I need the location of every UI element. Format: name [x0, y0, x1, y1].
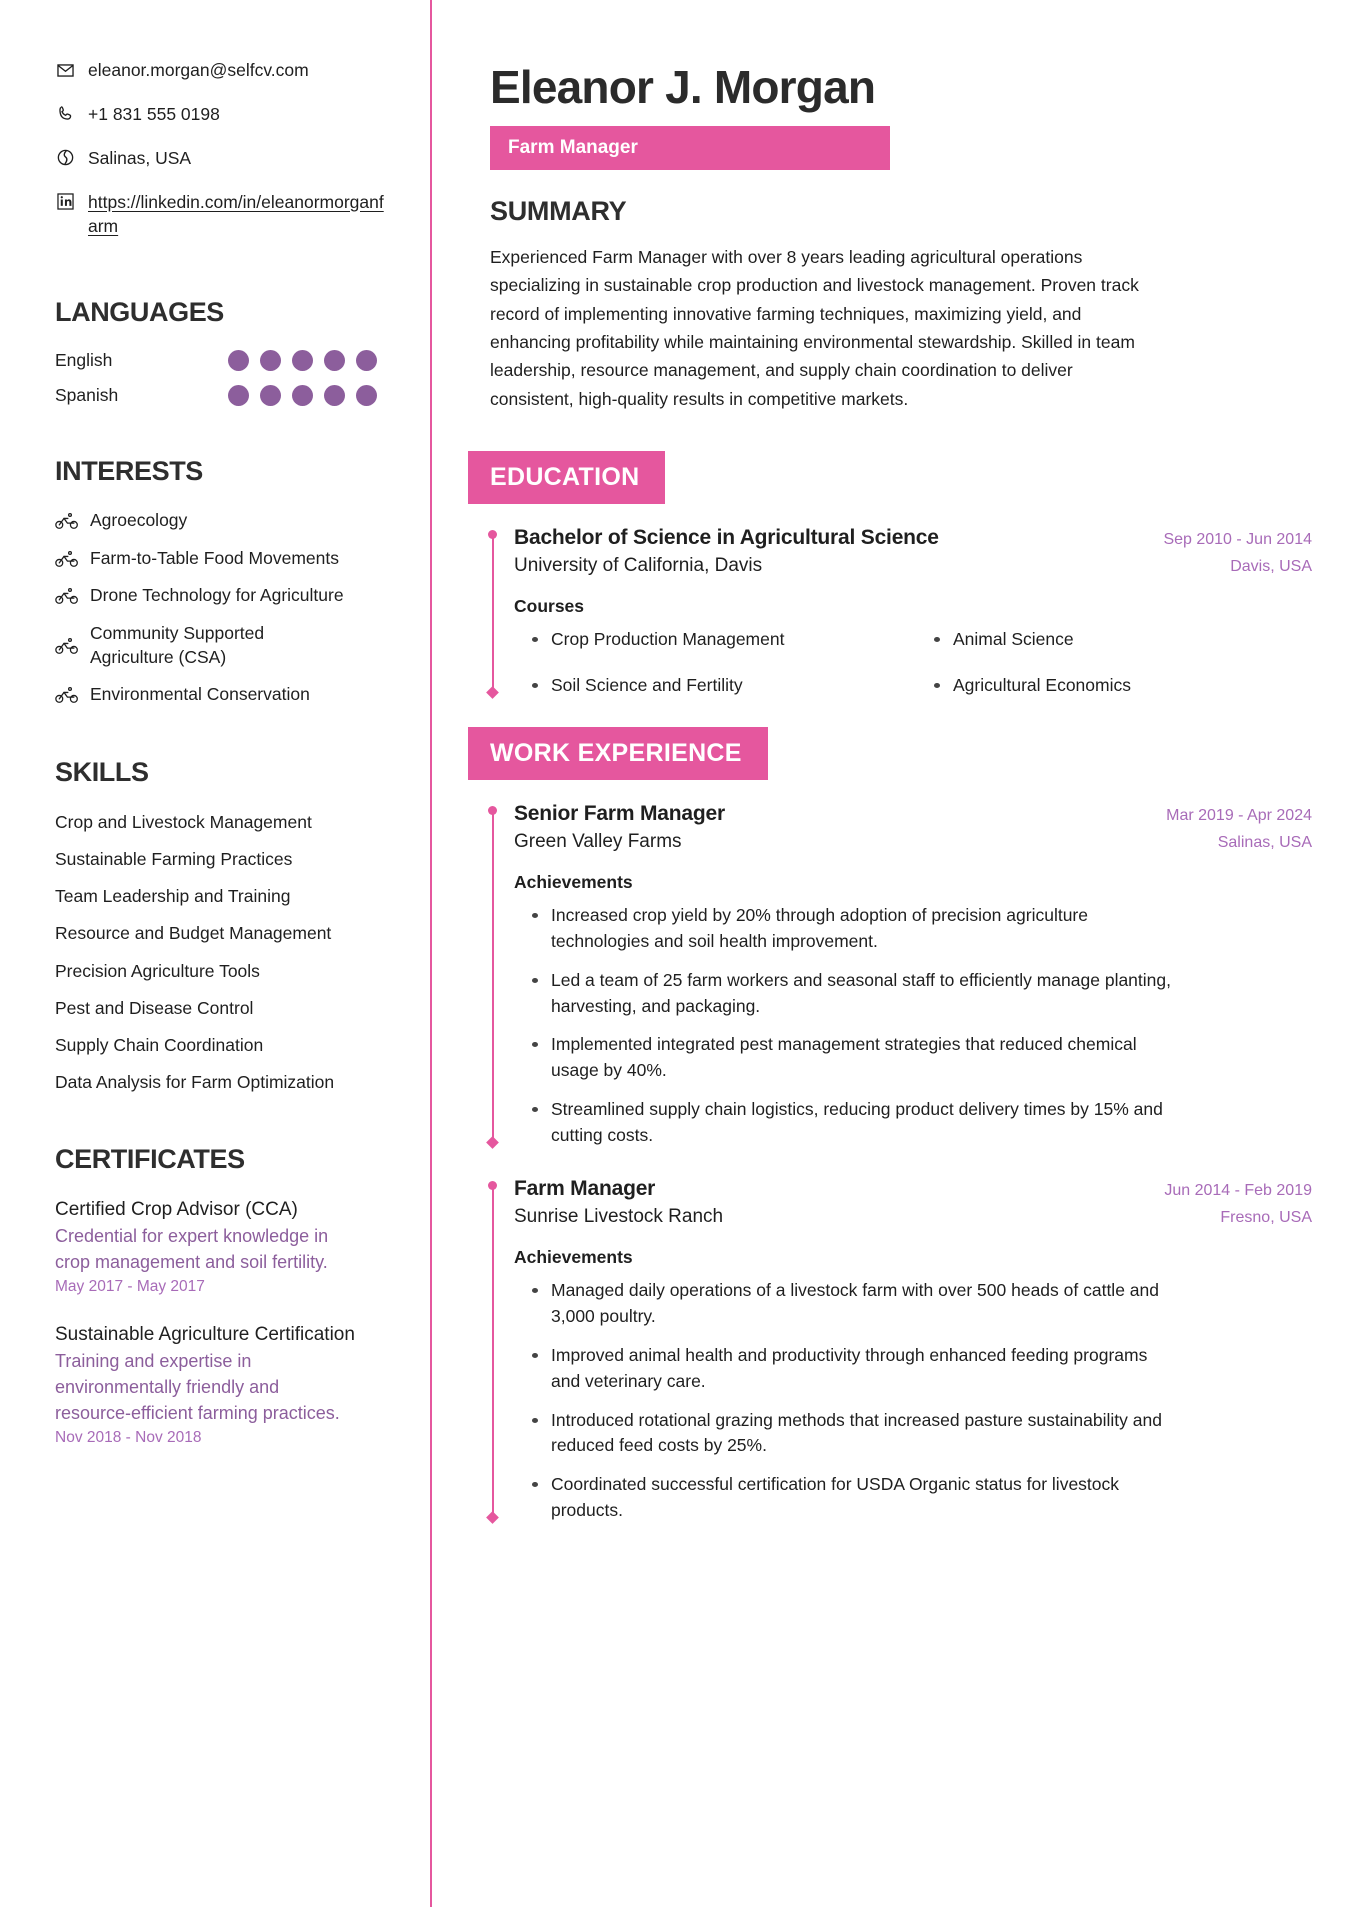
- bullet-icon: [934, 683, 940, 688]
- course-item: [934, 627, 1312, 653]
- work-date: Mar 2019 - Apr 2024: [1166, 806, 1312, 824]
- achievement-text: Streamlined supply chain logistics, reducing product delivery times by 15% and cutting costs.: [551, 1099, 1163, 1146]
- achievement-item: [532, 1343, 1172, 1395]
- language-level-dot: [292, 350, 313, 371]
- work-entry-subheader: [514, 1206, 1312, 1228]
- language-row: [55, 350, 390, 371]
- page-title: Eleanor J. Morgan: [490, 61, 876, 113]
- achievement-item: [532, 1408, 1172, 1460]
- certificate-description: Credential for expert knowledge in crop management and soil fertility.: [55, 1226, 329, 1272]
- summary-section: [490, 196, 1312, 413]
- language-level-dot: [356, 385, 377, 406]
- certificates-heading: CERTIFICATES: [55, 1144, 245, 1175]
- course-label: Agricultural Economics: [953, 674, 1131, 695]
- role-badge: Farm Manager: [490, 126, 890, 170]
- achievement-text: Introduced rotational grazing methods that increased pasture sustainability and reduced feed costs by 25%.: [551, 1409, 1162, 1456]
- work-entry-subheader: [514, 831, 1312, 853]
- achievement-text: Implemented integrated pest management strategies that reduced chemical usage by 40%.: [551, 1034, 1137, 1081]
- contact-row[interactable]: [55, 190, 390, 240]
- course-item: [934, 673, 1312, 699]
- interest-label: Agroecology: [90, 510, 188, 531]
- contact-value[interactable]: https://linkedin.com/in/eleanormorganfarm: [88, 191, 384, 237]
- achievements-label: Achievements: [514, 1246, 633, 1267]
- timeline-end-diamond: [486, 1511, 499, 1524]
- degree-title: Bachelor of Science in Agricultural Science: [514, 526, 939, 550]
- language-row: [55, 385, 390, 406]
- courses-label: Courses: [514, 596, 585, 617]
- achievements-list: [514, 1278, 1312, 1524]
- languages-heading: LANGUAGES: [55, 297, 224, 328]
- certificate-item: [55, 1322, 355, 1447]
- achievement-text: Improved animal health and productivity through enhanced feeding programs and veterinary care.: [551, 1344, 1148, 1391]
- interests-heading: INTERESTS: [55, 456, 203, 487]
- work-entry-header: [514, 802, 1312, 826]
- languages-section: [55, 297, 390, 406]
- achievement-item: [532, 903, 1172, 955]
- course-item: [532, 673, 910, 699]
- bullet-icon: [532, 913, 538, 918]
- education-heading: EDUCATION: [468, 451, 665, 504]
- job-title: Farm Manager: [514, 1176, 656, 1200]
- main-content: [430, 0, 1350, 1907]
- work-entry: [490, 1177, 1312, 1524]
- course-label: Soil Science and Fertility: [551, 674, 743, 695]
- achievement-item: [532, 1278, 1172, 1330]
- timeline-end-diamond: [486, 1136, 499, 1149]
- bullet-icon: [532, 637, 538, 642]
- timeline-start-dot: [488, 806, 497, 815]
- skill-item: Resource and Budget Management: [55, 923, 332, 944]
- language-level-dots: [228, 350, 390, 371]
- linkedin-icon: [55, 192, 75, 212]
- language-level-dot: [356, 350, 377, 371]
- achievement-text: Managed daily operations of a livestock farm with over 500 heads of cattle and 3,000 poultry.: [551, 1279, 1159, 1326]
- achievement-text: Increased crop yield by 20% through adoption of precision agriculture technologies and soil health improvement.: [551, 904, 1088, 951]
- certificate-date: May 2017 - May 2017: [55, 1277, 205, 1295]
- work-experience-heading: WORK EXPERIENCE: [468, 727, 768, 780]
- skill-item: Supply Chain Coordination: [55, 1034, 264, 1055]
- contact-value: eleanor.morgan@selfcv.com: [88, 60, 309, 80]
- school-name: University of California, Davis: [514, 555, 763, 577]
- bullet-icon: [532, 1353, 538, 1358]
- bicycle-icon: [55, 586, 79, 606]
- bullet-icon: [532, 1418, 538, 1423]
- achievements-label: Achievements: [514, 871, 633, 892]
- bullet-icon: [532, 978, 538, 983]
- timeline-line: [492, 535, 494, 690]
- education-entry-header: [514, 526, 1312, 550]
- bicycle-icon: [55, 636, 79, 656]
- education-date: Sep 2010 - Jun 2014: [1163, 531, 1312, 549]
- certificates-section: [55, 1144, 390, 1446]
- language-name: Spanish: [55, 385, 119, 406]
- bullet-icon: [532, 1482, 538, 1487]
- language-level-dot: [260, 385, 281, 406]
- company-name: Green Valley Farms: [514, 830, 682, 852]
- language-level-dot: [228, 385, 249, 406]
- achievements-list: [514, 903, 1312, 1149]
- achievement-item: [532, 1097, 1172, 1149]
- interest-item: [55, 547, 390, 571]
- bicycle-icon: [55, 549, 79, 569]
- course-label: Crop Production Management: [551, 629, 785, 650]
- certificate-title: Sustainable Agriculture Certification: [55, 1323, 355, 1345]
- achievement-text: Led a team of 25 farm workers and seasonal staff to efficiently manage planting, harvesting, and packaging.: [551, 969, 1171, 1016]
- education-entry: [490, 526, 1312, 699]
- interest-label: Drone Technology for Agriculture: [90, 585, 344, 606]
- interest-label: Community Supported Agriculture (CSA): [90, 623, 265, 667]
- certificate-description: Training and expertise in environmentally friendly and resource-efficient farming practices.: [55, 1350, 340, 1423]
- timeline-end-diamond: [486, 686, 499, 699]
- work-entry: [490, 802, 1312, 1149]
- interests-section: [55, 456, 390, 707]
- certificate-item: [55, 1197, 355, 1296]
- mail-icon: [55, 60, 75, 80]
- achievement-item: [532, 1032, 1172, 1084]
- language-level-dots: [228, 385, 390, 406]
- education-section: [490, 451, 1312, 699]
- bullet-icon: [532, 1042, 538, 1047]
- interest-label: Environmental Conservation: [90, 684, 310, 705]
- work-experience-section: [490, 727, 1312, 1524]
- sidebar: [0, 0, 430, 1907]
- bicycle-icon: [55, 685, 79, 705]
- language-name: English: [55, 350, 113, 371]
- timeline-start-dot: [488, 1181, 497, 1190]
- work-location: Salinas, USA: [1217, 833, 1312, 851]
- bullet-icon: [532, 1107, 538, 1112]
- contact-value: Salinas, USA: [88, 147, 192, 168]
- bullet-icon: [532, 1288, 538, 1293]
- skill-item: Sustainable Farming Practices: [55, 849, 293, 870]
- contact-row: [55, 102, 390, 127]
- achievement-text: Coordinated successful certification for USDA Organic status for livestock products.: [551, 1474, 1120, 1521]
- courses-grid: [514, 627, 1312, 699]
- education-location: Davis, USA: [1230, 558, 1312, 576]
- timeline-start-dot: [488, 530, 497, 539]
- interest-item: [55, 683, 390, 707]
- globe-icon: [55, 148, 75, 168]
- certificate-date: Nov 2018 - Nov 2018: [55, 1428, 202, 1446]
- timeline-line: [492, 1186, 494, 1515]
- interest-item: [55, 584, 390, 608]
- work-entry-header: [514, 1177, 1312, 1201]
- interest-item: [55, 509, 390, 533]
- interest-item: [55, 622, 390, 669]
- skill-item: Data Analysis for Farm Optimization: [55, 1071, 335, 1092]
- phone-icon: [55, 104, 75, 124]
- contact-row: [55, 58, 390, 83]
- education-entry-subheader: [514, 555, 1312, 577]
- language-level-dot: [292, 385, 313, 406]
- skill-item: Crop and Livestock Management: [55, 811, 312, 832]
- course-item: [532, 627, 910, 653]
- language-level-dot: [324, 350, 345, 371]
- course-label: Animal Science: [953, 629, 1074, 650]
- skills-heading: SKILLS: [55, 756, 149, 787]
- contact-row: [55, 146, 390, 171]
- certificate-title: Certified Crop Advisor (CCA): [55, 1199, 298, 1221]
- summary-text: Experienced Farm Manager with over 8 years leading agricultural operations specializing in sustainable crop production and livestock management. Proven track record of implementing innovative farming techniques, maximizing yield, and enhancing profitability while maintaining environmental stewardship. Skilled in team leadership, resource management, and supply chain coordination to deliver consistent, high-quality results in competitive markets.: [490, 247, 1139, 409]
- interest-label: Farm-to-Table Food Movements: [90, 547, 339, 568]
- achievement-item: [532, 1472, 1172, 1524]
- language-level-dot: [324, 385, 345, 406]
- language-level-dot: [228, 350, 249, 371]
- language-level-dot: [260, 350, 281, 371]
- bicycle-icon: [55, 511, 79, 531]
- bullet-icon: [532, 683, 538, 688]
- skill-item: Precision Agriculture Tools: [55, 960, 260, 981]
- bullet-icon: [934, 637, 940, 642]
- contact-list: [55, 58, 390, 239]
- contact-value: +1 831 555 0198: [88, 103, 220, 124]
- timeline-line: [492, 811, 494, 1140]
- company-name: Sunrise Livestock Ranch: [514, 1205, 724, 1227]
- achievement-item: [532, 968, 1172, 1020]
- skills-section: [55, 757, 390, 1094]
- summary-heading: SUMMARY: [490, 196, 627, 226]
- work-date: Jun 2014 - Feb 2019: [1164, 1181, 1312, 1199]
- job-title: Senior Farm Manager: [514, 801, 725, 825]
- work-location: Fresno, USA: [1220, 1208, 1312, 1226]
- skill-item: Team Leadership and Training: [55, 886, 291, 907]
- skill-item: Pest and Disease Control: [55, 997, 254, 1018]
